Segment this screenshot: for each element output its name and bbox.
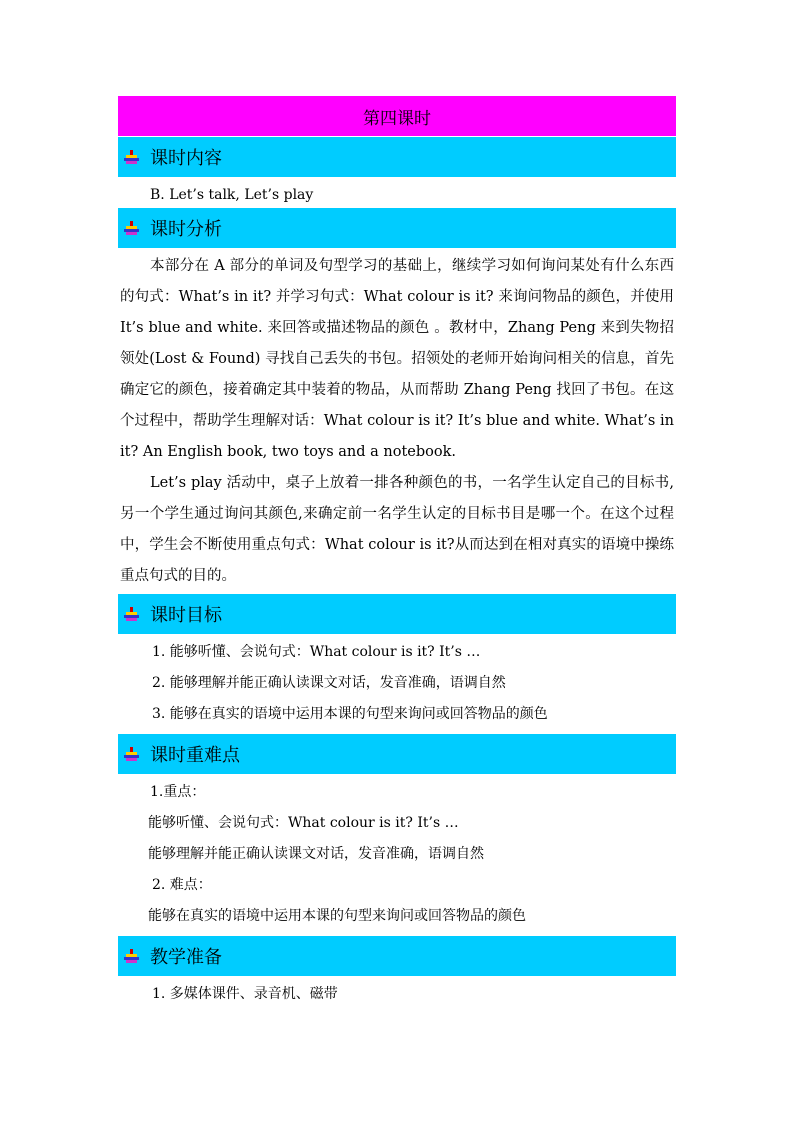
lesson-page — [118, 96, 676, 1014]
section-title: 教学准备 — [150, 947, 222, 968]
lesson-title: 第四课时 — [118, 96, 676, 137]
section-title: 课时分析 — [150, 219, 222, 240]
keypoints-body — [118, 775, 676, 936]
section-header-content — [118, 137, 676, 178]
section-title: 课时目标 — [150, 605, 222, 626]
section-header-keypoints — [118, 734, 676, 775]
key-item: 能够理解并能正确认读课文对话，发音准确，语调自然 — [148, 846, 484, 862]
goals-list — [118, 635, 676, 734]
preparation-item: 1. 多媒体课件、录音机、磁带 — [152, 986, 338, 1002]
section-header-goals — [118, 594, 676, 635]
key-item: 能够听懂、会说句式：What colour is it? It’s … — [148, 815, 459, 831]
section-header-analysis — [118, 208, 676, 249]
content-line: B. Let’s talk, Let’s play — [150, 187, 314, 203]
book-stack-icon — [124, 607, 139, 621]
goal-item: 2. 能够理解并能正确认读课文对话，发音准确，语调自然 — [152, 675, 506, 691]
book-stack-icon — [124, 747, 139, 761]
analysis-paragraph-1: 本部分在 A 部分的单词及句型学习的基础上，继续学习如何询问某处有什么东西的句式：What’s in it? 并学习句式：What colour is it? 来询问物品的颜色，并使用 It’s blue and white. 来回答或描述物品的颜色 。教材中，Zhang Peng 来到失物招领处(Lost & Found) 寻找自己丢失的书包。招领处的老师开始询问相关的信息，首先确定它的颜色，接着确定其中装着的物品，从而帮助 Zhang Peng 找回了书包。在这个过程中，帮助学生理解对话：What colour is it? It’s blue and white. What’s in it? An English book, two toys and a notebook. — [120, 258, 674, 460]
analysis-body — [118, 249, 676, 592]
difficult-item: 能够在真实的语境中运用本课的句型来询问或回答物品的颜色 — [148, 908, 526, 924]
section-title: 课时重难点 — [150, 745, 240, 766]
book-stack-icon — [124, 221, 139, 235]
goal-item: 3. 能够在真实的语境中运用本课的句型来询问或回答物品的颜色 — [152, 706, 548, 722]
goal-item: 1. 能够听懂、会说句式：What colour is it? It’s … — [152, 644, 481, 660]
section-title: 课时内容 — [150, 148, 222, 169]
book-stack-icon — [124, 150, 139, 164]
preparation-list — [118, 977, 676, 1014]
analysis-paragraph-2: Let’s play 活动中，桌子上放着一排各种颜色的书，一名学生认定自己的目标书,另一个学生通过询问其颜色,来确定前一名学生认定的目标书目是哪一个。在这个过程中，学生会不断使用重点句式：What colour is it?从而达到在相对真实的语境中操练重点句式的目的。 — [120, 475, 674, 584]
book-stack-icon — [124, 949, 139, 963]
section-header-preparation — [118, 936, 676, 977]
key-label: 1.重点： — [150, 784, 206, 800]
difficult-label: 2. 难点： — [152, 877, 212, 893]
